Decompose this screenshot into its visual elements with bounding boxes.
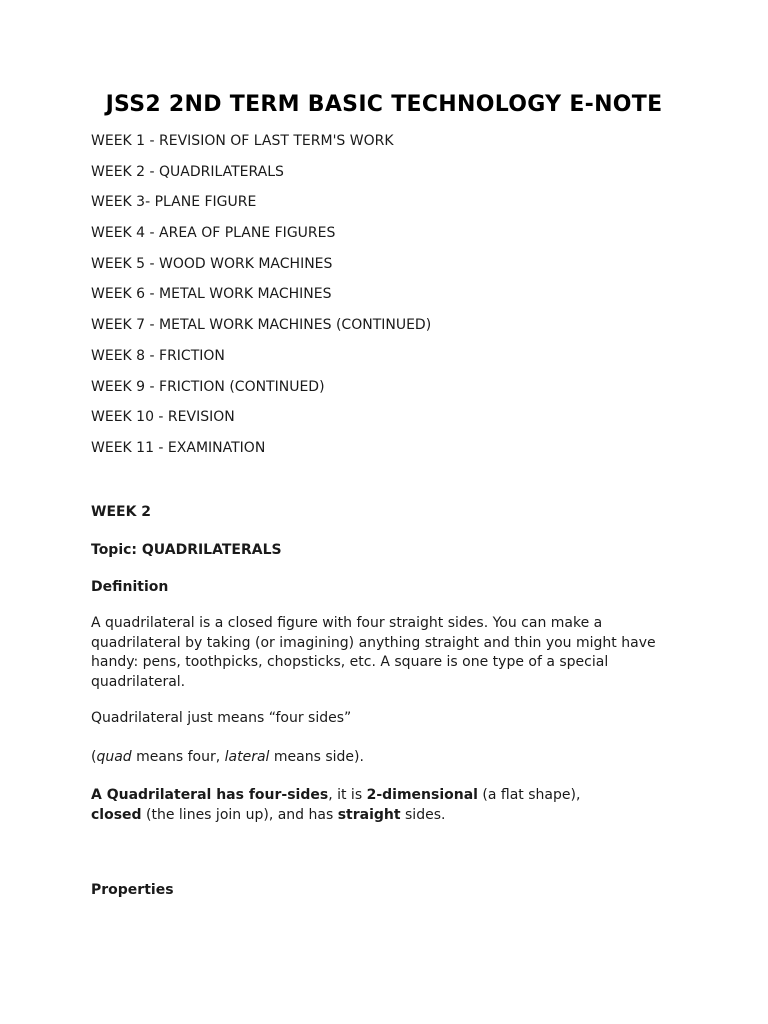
meaning-paragraph: Quadrilateral just means “four sides” xyxy=(91,710,352,726)
week-item: WEEK 4 - AREA OF PLANE FIGURES xyxy=(91,225,336,242)
quad-meaning: means four, xyxy=(131,749,225,765)
week-heading: WEEK 2 xyxy=(91,504,152,520)
week-item: WEEK 6 - METAL WORK MACHINES xyxy=(91,286,332,303)
summary-bold-1: A Quadrilateral has four-sides xyxy=(91,787,329,803)
week-item: WEEK 3- PLANE FIGURE xyxy=(91,194,257,211)
etymology-paragraph xyxy=(91,748,691,768)
definition-paragraph: A quadrilateral is a closed figure with four straight sides. You can make a quadrilateral by taking (or imagining) anything straight and thin you might have handy: pens, toothpicks, chopsticks, etc. A square is one type of a special quadrilateral. xyxy=(91,615,656,690)
week-item: WEEK 9 - FRICTION (CONTINUED) xyxy=(91,378,325,395)
summary-text-4: sides. xyxy=(400,806,446,823)
summary-bold-2: 2-dimensional xyxy=(366,787,478,803)
etymology-open: ( xyxy=(91,749,97,765)
week-item: WEEK 8 - FRICTION xyxy=(91,347,225,364)
lateral-meaning: means side). xyxy=(269,749,364,765)
week-item: WEEK 10 - REVISION xyxy=(91,409,235,426)
definition-heading: Definition xyxy=(91,579,169,595)
summary-text-2: (a flat shape), xyxy=(477,787,581,803)
summary-text-1: , it is xyxy=(328,787,367,803)
summary-bold-4: straight xyxy=(337,806,401,823)
week-item: WEEK 1 - REVISION OF LAST TERM'S WORK xyxy=(91,133,394,149)
quad-term: quad xyxy=(96,749,132,765)
week-item: WEEK 7 - METAL WORK MACHINES (CONTINUED) xyxy=(91,317,432,334)
week-item: WEEK 5 - WOOD WORK MACHINES xyxy=(91,255,333,272)
summary-bold-3: closed xyxy=(91,806,142,823)
summary-paragraph xyxy=(91,786,591,825)
summary-text-3: (the lines join up), and has xyxy=(141,806,338,823)
week-item: WEEK 2 - QUADRILATERALS xyxy=(91,163,284,180)
document-title: JSS2 2ND TERM BASIC TECHNOLOGY E-NOTE xyxy=(105,92,663,117)
week-item: WEEK 11 - EXAMINATION xyxy=(91,439,266,456)
topic-heading: Topic: QUADRILATERALS xyxy=(91,542,282,558)
properties-heading: Properties xyxy=(91,882,174,898)
lateral-term: lateral xyxy=(224,749,270,765)
weeks-list xyxy=(91,134,431,472)
